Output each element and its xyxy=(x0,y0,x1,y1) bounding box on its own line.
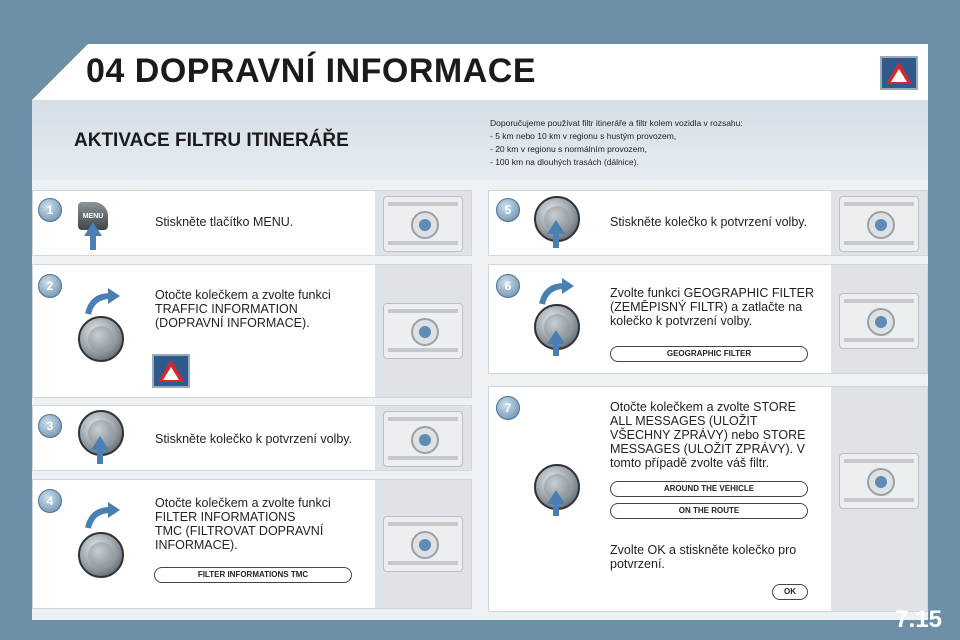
intro-note xyxy=(490,117,743,169)
radio-panel-image xyxy=(839,453,919,509)
press-arrow-icon xyxy=(547,490,565,504)
step-text: Stiskněte kolečko k potvrzení volby. xyxy=(155,432,353,446)
press-arrow-icon xyxy=(547,330,565,344)
menu-option-geographic-filter: GEOGRAPHIC FILTER xyxy=(610,346,808,362)
step-badge: 4 xyxy=(38,489,62,513)
radio-panel-image xyxy=(383,196,463,252)
press-arrow-icon xyxy=(84,222,102,236)
step-text: Zvolte OK a stiskněte kolečko pro potvrzení. xyxy=(610,543,797,571)
radio-panel-image xyxy=(383,303,463,359)
intro-text: Doporučujeme používat filtr itineráře a filtr kolem vozidla v rozsahu: xyxy=(490,118,743,128)
step-badge: 6 xyxy=(496,274,520,298)
header-corner xyxy=(32,44,88,100)
step-badge: 7 xyxy=(496,396,520,420)
press-arrow-icon xyxy=(547,220,565,234)
step-text: Stiskněte tlačítko MENU. xyxy=(155,215,294,229)
menu-option-on-the-route: ON THE ROUTE xyxy=(610,503,808,519)
menu-option-filter-informations-tmc: FILTER INFORMATIONS TMC xyxy=(154,567,352,583)
traffic-warning-icon xyxy=(880,56,918,90)
menu-button: MENU xyxy=(78,202,108,230)
page-title: 04 DOPRAVNÍ INFORMACE xyxy=(86,52,537,90)
traffic-warning-icon xyxy=(152,354,190,388)
section-title: AKTIVACE FILTRU ITINERÁŘE xyxy=(74,130,349,151)
menu-option-ok: OK xyxy=(772,584,808,600)
radio-panel-image xyxy=(383,411,463,467)
rotary-knob xyxy=(78,532,124,578)
intro-item: - 5 km nebo 10 km v regionu s hustým provozem, xyxy=(490,130,743,143)
page-number: 7.15 xyxy=(895,606,942,633)
step-text: Otočte kolečkem a zvolte STORE ALL MESSAGES (ULOŽIT VŠECHNY ZPRÁVY) nebo STORE MESSAGES (ULOŽIT ZPRÁVY). V tomto případě zvolte váš filtr. xyxy=(610,400,806,470)
step-badge: 5 xyxy=(496,198,520,222)
menu-option-around-the-vehicle: AROUND THE VEHICLE xyxy=(610,481,808,497)
step-badge: 1 xyxy=(38,198,62,222)
step-text: Zvolte funkci GEOGRAPHIC FILTER (ZEMĚPISNÝ FILTR) a zatlačte na kolečko k potvrzení volby. xyxy=(610,286,814,328)
intro-item: - 100 km na dlouhých trasách (dálnice). xyxy=(490,156,743,169)
step-text: Otočte kolečkem a zvolte funkci TRAFFIC INFORMATION (DOPRAVNÍ INFORMACE). xyxy=(155,288,331,330)
intro-item: - 20 km v regionu s normálním provozem, xyxy=(490,143,743,156)
radio-panel-image xyxy=(383,516,463,572)
rotate-arrow-icon xyxy=(84,502,122,532)
step-badge: 3 xyxy=(38,414,62,438)
radio-panel-image xyxy=(839,293,919,349)
step-badge: 2 xyxy=(38,274,62,298)
press-arrow-icon xyxy=(91,436,109,450)
rotary-knob xyxy=(78,316,124,362)
rotate-arrow-icon xyxy=(84,288,122,318)
step-text: Otočte kolečkem a zvolte funkci FILTER INFORMATIONS TMC (FILTROVAT DOPRAVNÍ INFORMACE). xyxy=(155,496,331,552)
radio-panel-image xyxy=(839,196,919,252)
step-text: Stiskněte kolečko k potvrzení volby. xyxy=(610,215,808,229)
